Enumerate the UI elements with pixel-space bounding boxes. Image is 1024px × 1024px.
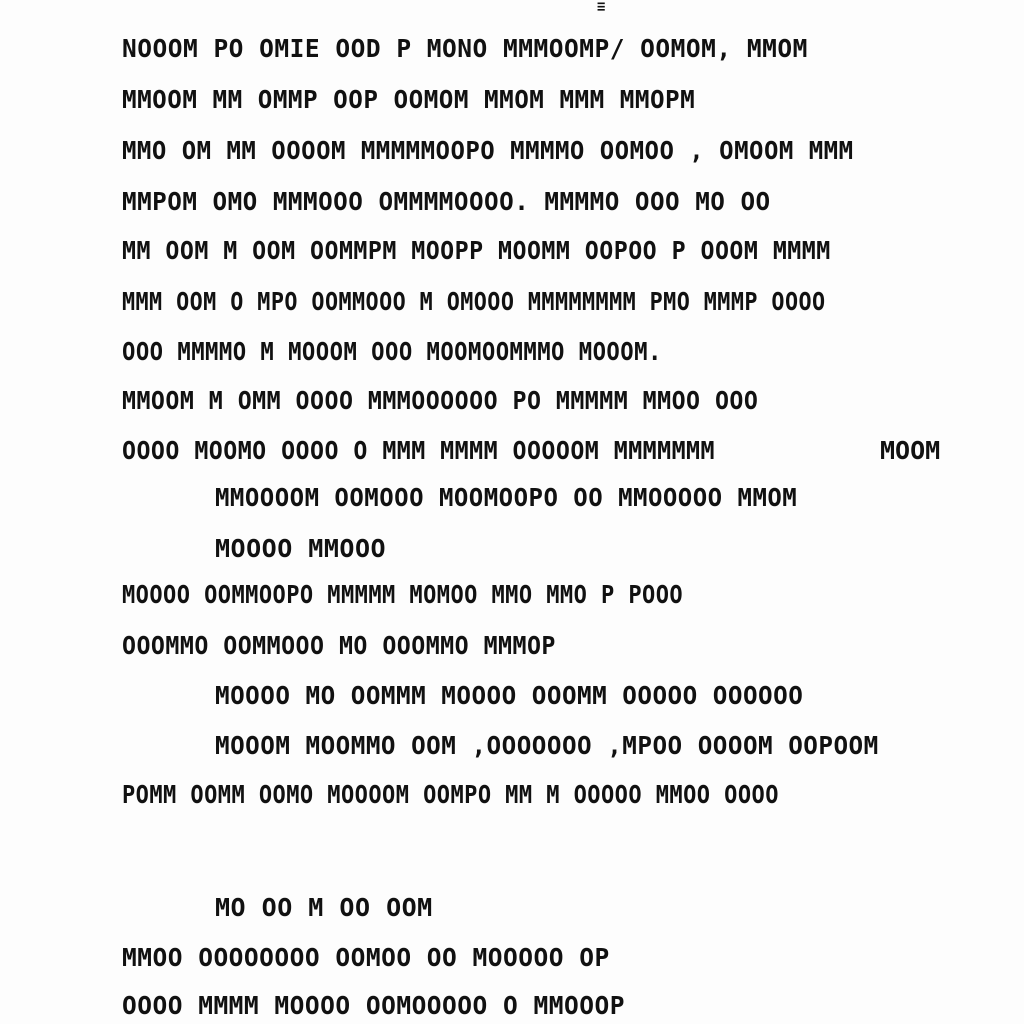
text-line-9: OOOO MOOMO OOOO O MMM MMMM OOOOOM MMMMMMM (122, 436, 715, 465)
text-line-10: MMOOOOM OOMOOO MOOMOOPO OO MMOOOOO MMOM (215, 483, 798, 512)
text-line-5: MM OOM M OOM OOMMPM MOOPP MOOMM OOPOO P OOOM MMMM (122, 236, 831, 265)
text-line-7: OOO MMMMO M MOOOM OOO MOOMOOMMMO MOOOM. (122, 337, 662, 366)
text-line-18: MMOO OOOOOOOO OOMOO OO MOOOOO OP (122, 943, 610, 972)
text-line-6: MMM OOM O MPO OOMMOOO M OMOOO MMMMMMMM PMO MMMP OOOO (122, 287, 826, 316)
text-line-19: OOOO MMMM MOOOO OOMOOOOO O MMOOOP (122, 991, 625, 1020)
text-line-2: MMOOM MM OMMP OOP OOMOM MMOM MMM MMOPM (122, 85, 696, 114)
text-line-17: MO OO M OO OOM (215, 893, 433, 922)
text-line-12: MOOOO OOMMOOPO MMMMM MOMOO MMO MMO P POOO (122, 580, 684, 609)
text-line-15: MOOOM MOOMMO OOM ,OOOOOOO ,MPOO OOOOM OOPOOM (215, 731, 879, 760)
text-line-11: MOOOO MMOOO (215, 534, 387, 563)
text-line-1: NOOOM PO OMIE OOD P MONO MMMOOMP/ OOMOM, MMOM (122, 34, 808, 63)
text-line-9-tail: MOOM (880, 436, 941, 465)
text-line-3: MMO OM MM OOOOM MMMMMOOPO MMMMO OOMOO , OMOOM MMM (122, 136, 854, 165)
text-line-13: OOOMMO OOMMOOO MO OOOMMO MMMOP (122, 631, 556, 660)
text-line-8: MMOOM M OMM OOOO MMMOOOOOO PO MMMMM MMOO OOO (122, 386, 759, 415)
text-line-16: POMM OOMM OOMO MOOOOM OOMPO MM M OOOOO MMOO OOOO (122, 780, 779, 809)
text-line-4: MMPOM OMO MMMOOO OMMMMOOOO. MMMMO OOO MO OO (122, 187, 771, 216)
page-mark: ≡ (597, 0, 607, 15)
text-line-14: MOOOO MO OOMMM MOOOO OOOMM OOOOO OOOOOO (215, 681, 804, 710)
